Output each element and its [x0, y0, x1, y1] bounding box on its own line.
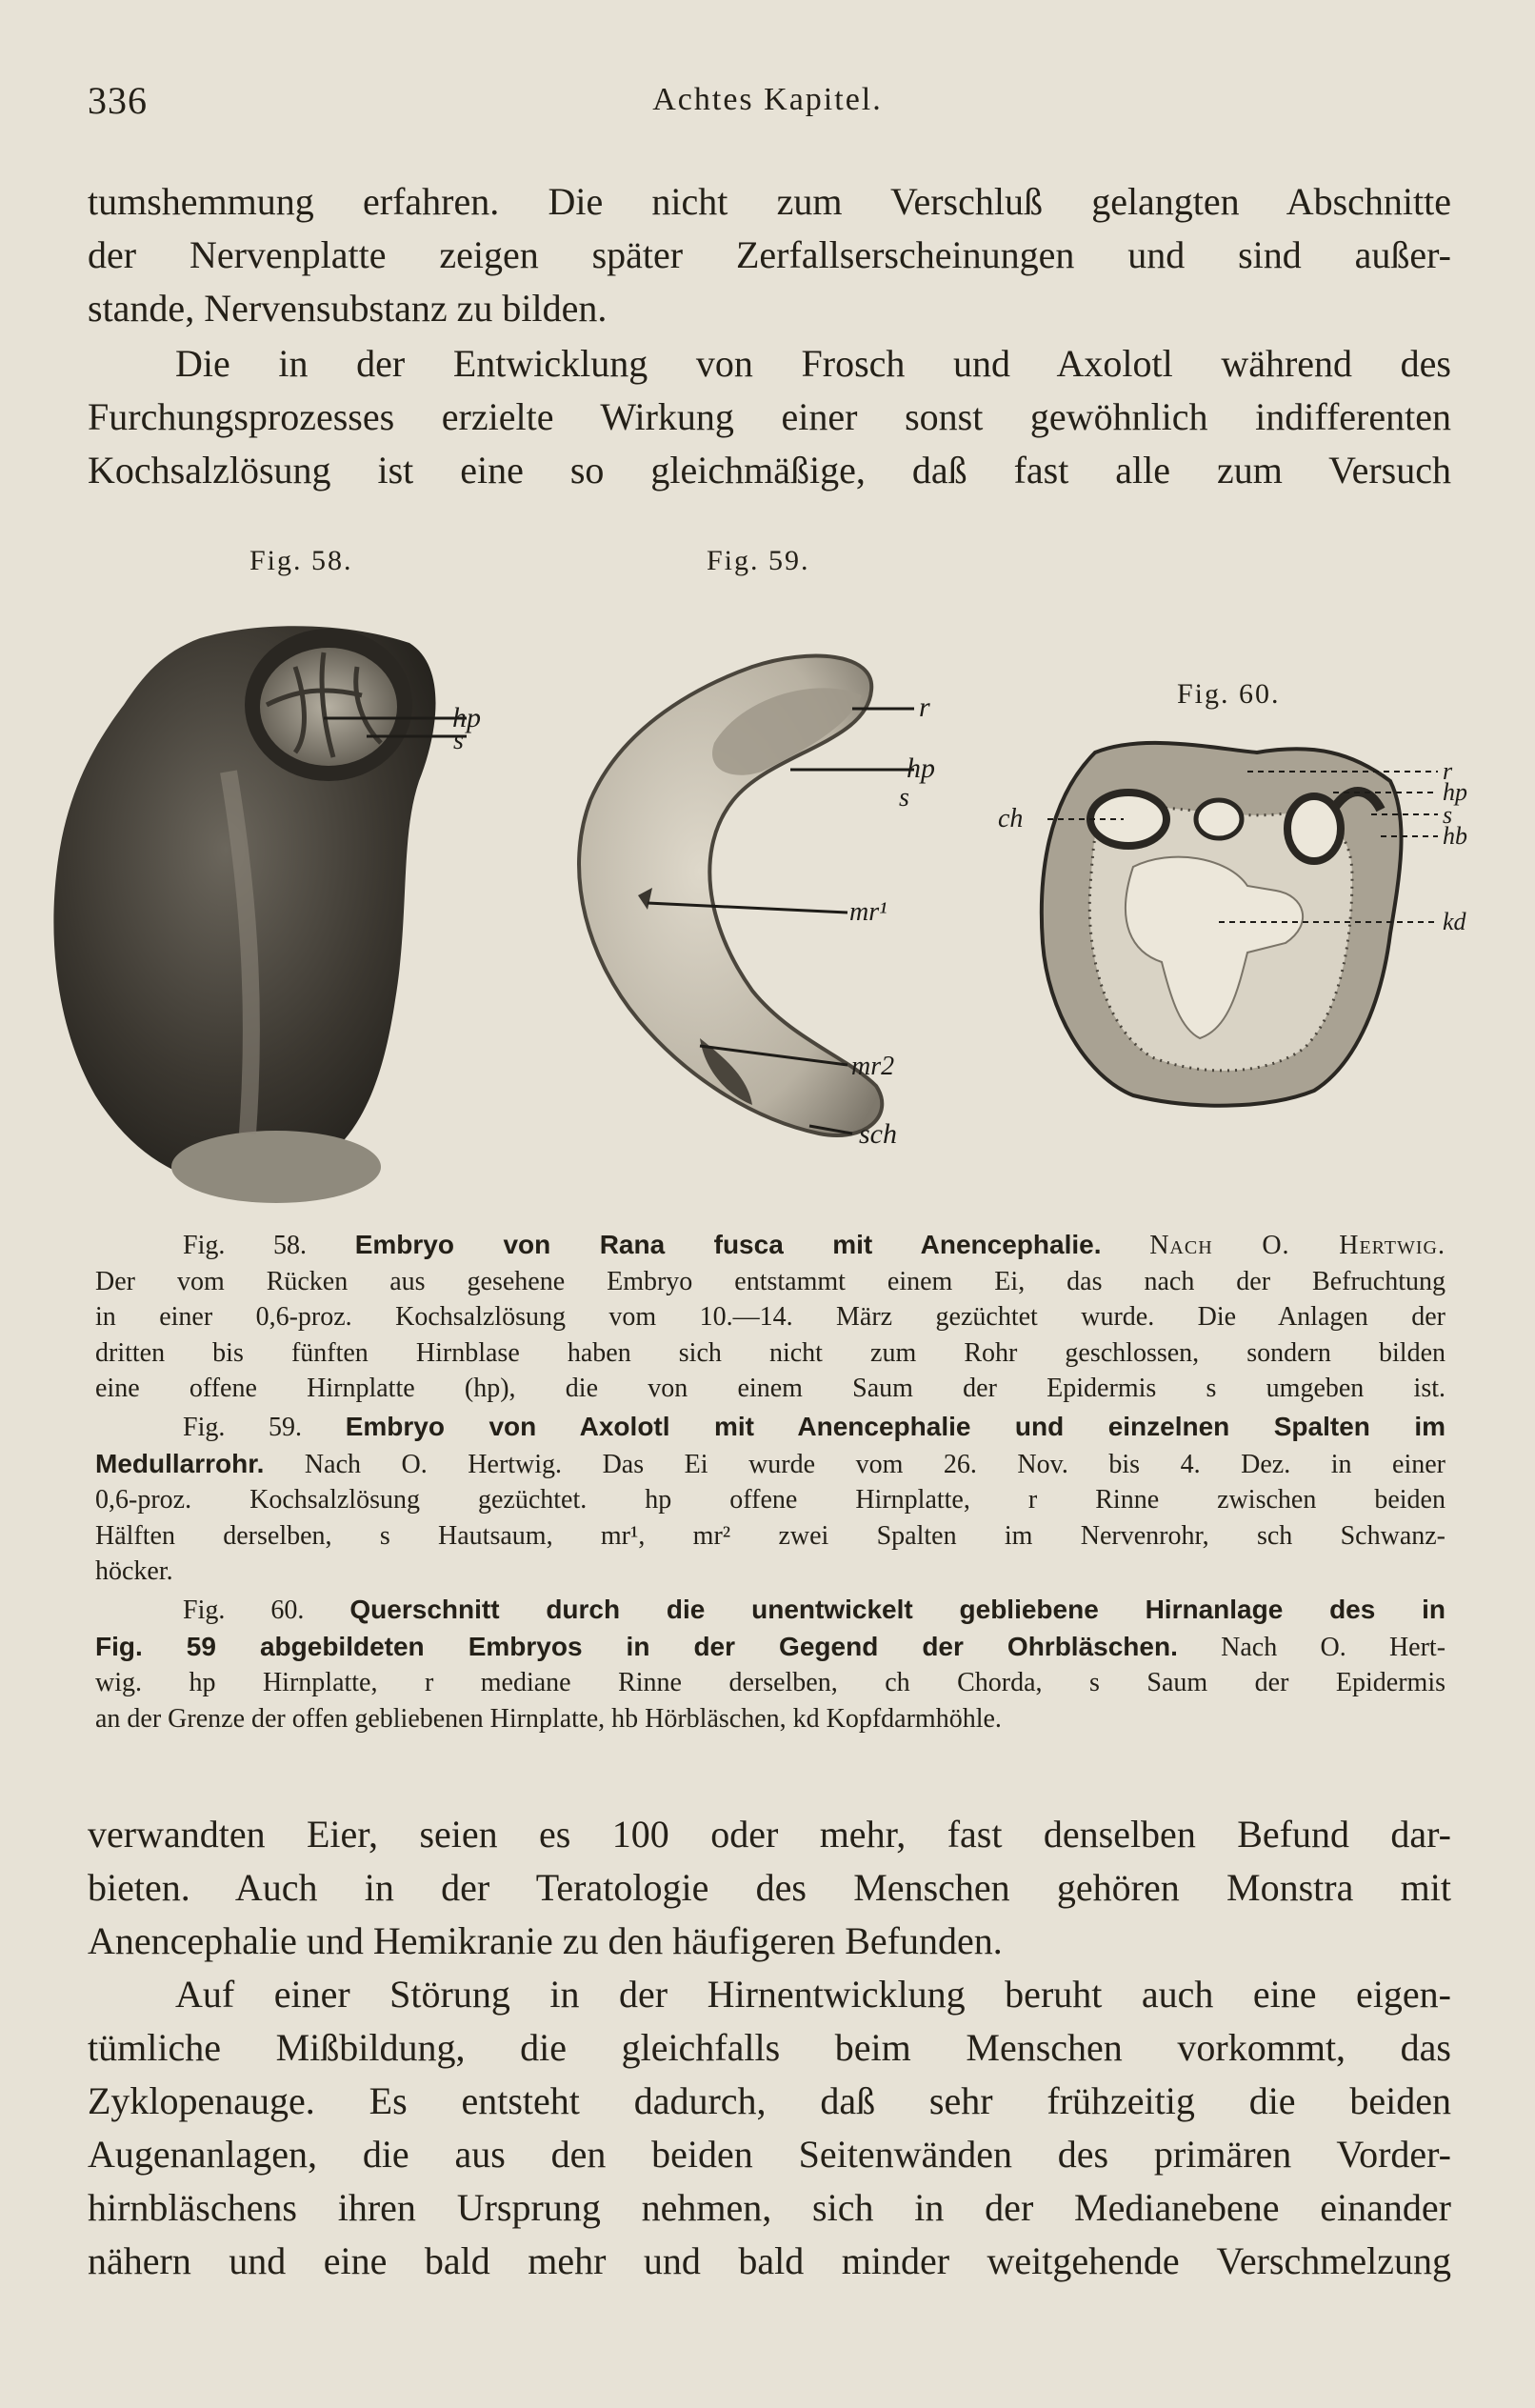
- paragraph-3: [88, 1808, 1451, 1968]
- fig59-label-mr1: mr¹: [849, 897, 887, 927]
- text-line: Anencephalie und Hemikranie zu den häufigeren Befunden.: [88, 1919, 1003, 1962]
- text-line: nähern und eine bald mehr und bald minder weitgehende Verschmelzung: [88, 2239, 1451, 2282]
- caption-fig60: [95, 1592, 1445, 1736]
- caption-line: Medullarrohr. Nach O. Hertwig. Das Ei wurde vom 26. Nov. bis 4. Dez. in einer: [95, 1448, 1446, 1479]
- fig60-label-s: s: [1443, 801, 1453, 829]
- fig59-label-r: r: [919, 692, 930, 723]
- text-line: Kochsalzlösung ist eine so gleichmäßige, daß fast alle zum Versuch: [88, 449, 1451, 492]
- fig58-label-hp: hp: [452, 702, 481, 733]
- caption-line: dritten bis fünften Hirnblase haben sich nicht zum Rohr geschlossen, sondern bilden: [95, 1337, 1445, 1368]
- fig58-label: Fig. 58.: [249, 545, 353, 576]
- paragraph-4: [88, 1968, 1451, 2288]
- text-line: verwandten Eier, seien es 100 oder mehr, fast denselben Befund dar-: [88, 1813, 1451, 1856]
- fig58-embryo-illustration: [38, 600, 552, 1210]
- caption-line: Fig. 59 abgebildeten Embryos in der Gegend der Ohrbläschen. Nach O. Hert-: [95, 1631, 1446, 1662]
- caption-line: Der vom Rücken aus gesehene Embryo entstammt einem Ei, das nach der Befruchtung: [95, 1266, 1445, 1296]
- text-line: Auf einer Störung in der Hirnentwicklung beruht auch eine eigen-: [175, 1973, 1451, 2016]
- page-number: 336: [88, 79, 148, 122]
- caption-line: eine offene Hirnplatte (hp), die von einem Saum der Epidermis s umgeben ist.: [95, 1374, 1445, 1403]
- text-line: Furchungsprozesses erzielte Wirkung einer sonst gewöhnlich indifferenten: [88, 395, 1451, 438]
- fig60-label-ch: ch: [998, 804, 1024, 833]
- text-line: tümliche Mißbildung, die gleichfalls beim Menschen vorkommt, das: [88, 2026, 1451, 2069]
- paragraph-1: [88, 175, 1451, 335]
- caption-line: Fig. 58. Embryo von Rana fusca mit Anencephalie. Nach O. Hertwig.: [183, 1230, 1445, 1260]
- caption-line: höcker.: [95, 1556, 173, 1586]
- fig59-label-hp: hp: [907, 752, 935, 784]
- fig59-label-sch: sch: [859, 1118, 897, 1150]
- text-line: tumshemmung erfahren. Die nicht zum Verschluß gelangten Abschnitte: [88, 180, 1451, 223]
- text-line: hirnbläschens ihren Ursprung nehmen, sich in der Medianebene einander: [88, 2186, 1451, 2229]
- text-line: stande, Nervensubstanz zu bilden.: [88, 287, 608, 330]
- running-title: Achtes Kapitel.: [652, 82, 883, 117]
- fig60-label-hb: hb: [1443, 822, 1467, 850]
- fig60-label-hp: hp: [1443, 778, 1467, 806]
- caption-fig58: [95, 1227, 1445, 1407]
- fig59-label: Fig. 59.: [707, 545, 810, 576]
- fig58-label-s: s: [453, 726, 464, 755]
- caption-line: an der Grenze der offen gebliebenen Hirnplatte, hb Hörbläschen, kd Kopfdarmhöhle.: [95, 1703, 1002, 1734]
- fig60-label-r: r: [1443, 757, 1453, 785]
- fig60-label-kd: kd: [1443, 908, 1466, 935]
- caption-line: wig. hp Hirnplatte, r mediane Rinne derselben, ch Chorda, s Saum der Epidermis: [95, 1668, 1445, 1697]
- caption-line: in einer 0,6-proz. Kochsalzlösung vom 10.—14. März gezüchtet wurde. Die Anlagen der: [95, 1302, 1445, 1332]
- text-line: der Nervenplatte zeigen später Zerfallserscheinungen und sind außer-: [88, 233, 1451, 276]
- fig59-embryo-illustration: [533, 638, 952, 1172]
- caption-line: Fig. 59. Embryo von Axolotl mit Anencephalie und einzelnen Spalten im: [183, 1412, 1446, 1442]
- fig59-label-mr2: mr2: [851, 1052, 895, 1081]
- text-line: Die in der Entwicklung von Frosch und Axolotl während des: [175, 342, 1451, 385]
- fig59-label-s: s: [899, 783, 909, 813]
- text-line: Augenanlagen, die aus den beiden Seitenwänden des primären Vorder-: [88, 2133, 1451, 2176]
- fig60-cross-section-illustration: [990, 724, 1505, 1124]
- caption-fig59: [95, 1409, 1445, 1590]
- caption-line: 0,6-proz. Kochsalzlösung gezüchtet. hp offene Hirnplatte, r Rinne zwischen beiden: [95, 1485, 1445, 1515]
- caption-line: Hälften derselben, s Hautsaum, mr¹, mr² zwei Spalten im Nervenrohr, sch Schwanz-: [95, 1520, 1445, 1551]
- text-line: bieten. Auch in der Teratologie des Menschen gehören Monstra mit: [88, 1866, 1451, 1909]
- caption-line: Fig. 60. Querschnitt durch die unentwickelt gebliebene Hirnanlage des in: [183, 1595, 1445, 1625]
- text-line: Zyklopenauge. Es entsteht dadurch, daß sehr frühzeitig die beiden: [88, 2079, 1451, 2122]
- fig60-label: Fig. 60.: [1177, 678, 1281, 710]
- paragraph-2: [88, 337, 1451, 497]
